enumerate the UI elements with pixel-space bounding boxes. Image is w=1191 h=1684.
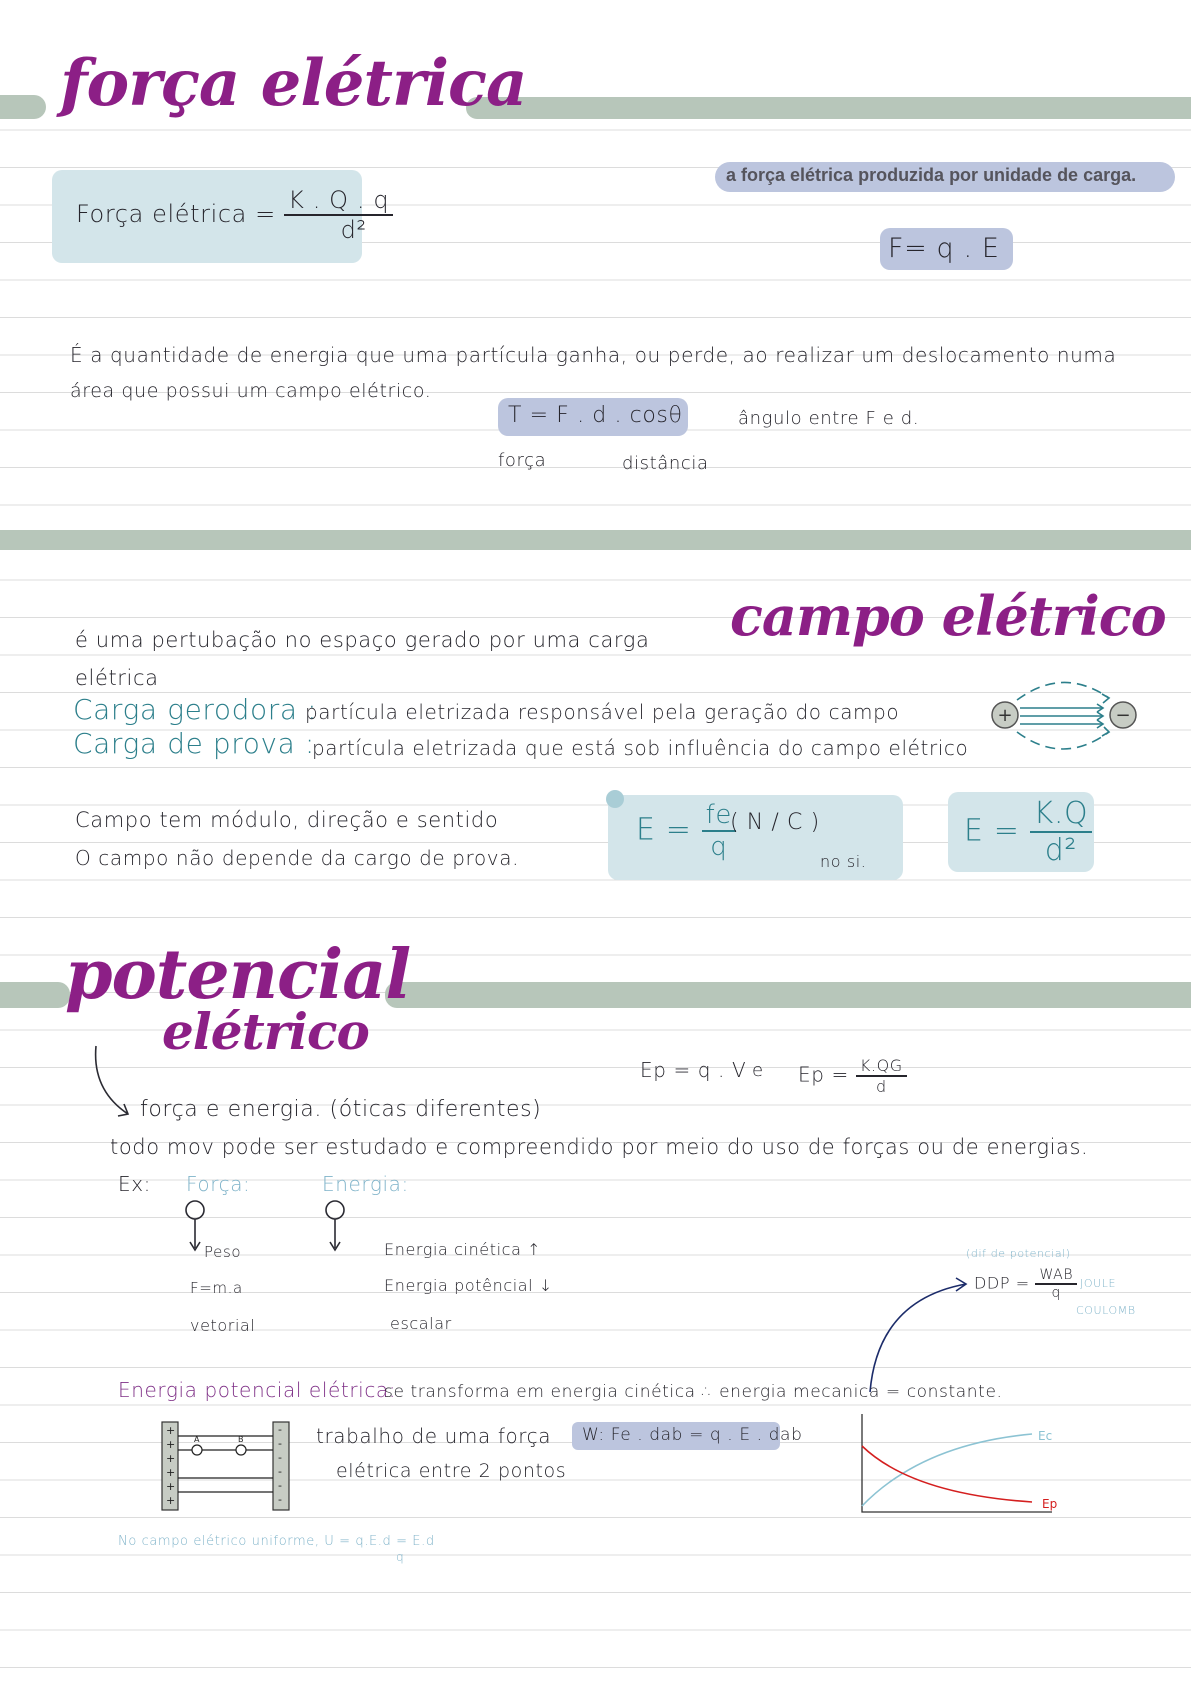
line-forca-energia: força e energia. (óticas diferentes) xyxy=(140,1097,542,1122)
arrow-up-icon: ↑ xyxy=(527,1240,542,1259)
prova-label: Carga de prova : xyxy=(73,727,315,760)
section-band-2 xyxy=(0,530,1191,550)
e-formula-den: q xyxy=(710,832,728,862)
capacitor-plates-diagram xyxy=(155,1420,295,1516)
e-formula xyxy=(636,800,736,862)
dif-potencial: (dif de potencial) xyxy=(966,1247,1071,1260)
formula-denominator: d² xyxy=(340,216,367,244)
uniform-note: No campo elétrico uniforme, U = q.E.d = E.d xyxy=(118,1534,435,1549)
arrow-down-icon: ↓ xyxy=(538,1276,553,1295)
ek-formula-num: K.Q xyxy=(1030,796,1093,833)
vetorial: vetorial xyxy=(190,1316,256,1335)
ek-formula-fraction xyxy=(1030,796,1093,868)
point-a xyxy=(192,1445,202,1455)
work-formula: T = F . d . cosθ xyxy=(508,403,683,428)
svg-text:-: - xyxy=(278,1423,282,1436)
minus-sign: − xyxy=(1115,705,1131,726)
epe-text: se transforma em energia cinética ∴ energia mecanica = constante. xyxy=(384,1382,1003,1402)
trabalho-line-1: trabalho de uma força xyxy=(316,1424,552,1448)
geradora-text: partícula eletrizada responsável pela geração do campo xyxy=(305,700,900,724)
svg-text:-: - xyxy=(278,1437,282,1450)
pendulum-icon-energia xyxy=(324,1198,354,1258)
title-potencial: potencial xyxy=(65,935,411,1015)
ep-formula-1: Ep = q . V xyxy=(640,1058,747,1082)
escalar: escalar xyxy=(390,1314,452,1333)
e-formula-num: fe xyxy=(702,800,736,832)
angle-note: ângulo entre F e d. xyxy=(738,408,920,429)
ep-label: Ep xyxy=(1042,1497,1058,1511)
fqe-formula: F= q . E xyxy=(888,233,1000,264)
def-line-2: elétrica xyxy=(75,666,159,690)
ek-formula-den: d² xyxy=(1044,833,1078,868)
e-si: no si. xyxy=(820,852,867,871)
trabalho-line-2: elétrica entre 2 pontos xyxy=(336,1460,567,1482)
label-forca: força xyxy=(498,450,547,471)
prova-text: partícula eletrizada que está sob influência do campo elétrico xyxy=(312,736,969,760)
svg-text:-: - xyxy=(278,1493,282,1506)
ddp-lhs: DDP = xyxy=(974,1273,1030,1293)
field-lines-diagram xyxy=(985,670,1155,760)
ep2-fraction xyxy=(856,1056,907,1096)
curved-arrow-ddp xyxy=(858,1270,998,1400)
title-eletrico-2: elétrico xyxy=(162,1002,369,1061)
title-forca-eletrica: força elétrica xyxy=(60,46,527,121)
banner-text: a força elétrica produzida por unidade de carga. xyxy=(726,165,1137,185)
energia-potencial xyxy=(384,1276,553,1295)
para-line-1: É a quantidade de energia que uma partícula ganha, ou perde, ao realizar um deslocamento numa xyxy=(70,343,1117,367)
svg-text:+: + xyxy=(166,1424,176,1437)
formula-fraction xyxy=(284,186,393,244)
graph-axes xyxy=(862,1414,1052,1512)
svg-text:+: + xyxy=(166,1438,176,1451)
label-distancia: distância xyxy=(622,453,709,474)
col-forca: Força: xyxy=(186,1172,251,1196)
coulomb: COULOMB xyxy=(1076,1304,1136,1317)
ek-formula xyxy=(964,796,1092,868)
svg-text:+: + xyxy=(166,1452,176,1465)
energia-cinetica-label: Energia cinética xyxy=(384,1240,522,1259)
w-formula: W: Fe . dab = q . E . dab xyxy=(582,1425,803,1445)
title-band-right xyxy=(466,97,1191,119)
ep2-den: d xyxy=(875,1077,887,1096)
svg-text:-: - xyxy=(278,1451,282,1464)
svg-text:-: - xyxy=(278,1479,282,1492)
svg-text:-: - xyxy=(278,1465,282,1478)
uniform-den: q xyxy=(396,1550,405,1564)
svg-text:+: + xyxy=(166,1466,176,1479)
note-prova: O campo não depende da cargo de prova. xyxy=(75,846,520,870)
ep-formula-e: e xyxy=(752,1060,764,1081)
ddp-den: q xyxy=(1051,1285,1062,1301)
def-line-1: é uma pertubação no espaço gerado por uma carga xyxy=(75,628,650,652)
ep2-num: K.QG xyxy=(856,1056,907,1077)
formula-label: Força elétrica = xyxy=(76,200,276,228)
formula-numerator: K . Q . q xyxy=(284,186,393,216)
title-band-left xyxy=(0,95,46,119)
ddp-num: WAB xyxy=(1035,1267,1077,1285)
point-b xyxy=(236,1445,246,1455)
e-unit: ( N / C ) xyxy=(730,810,820,835)
ep-curve xyxy=(862,1446,1032,1502)
svg-text:+: + xyxy=(166,1480,176,1493)
curved-arrow-1 xyxy=(88,1040,148,1130)
ec-label: Ec xyxy=(1038,1429,1053,1443)
e-formula-lhs: E = xyxy=(636,812,692,848)
label-b: B xyxy=(238,1435,244,1444)
energia-potencial-label: Energia potêncial xyxy=(384,1276,534,1295)
ddp-fraction xyxy=(1035,1267,1077,1301)
joule: JOULE xyxy=(1080,1277,1117,1290)
epe-label: Energia potencial elétrica: xyxy=(118,1378,397,1402)
geradora-label: Carga gerodora : xyxy=(73,693,318,726)
ep2-lhs: Ep = xyxy=(798,1062,849,1087)
energia-cinetica xyxy=(384,1240,541,1259)
peso: Peso xyxy=(204,1243,242,1261)
section-band-3-left xyxy=(0,982,70,1008)
note-modulo: Campo tem módulo, direção e sentido xyxy=(75,808,499,832)
col-energia: Energia: xyxy=(322,1172,409,1196)
line-todo-mov: todo mov pode ser estudado e compreendido por meio do uso de forças ou de energias. xyxy=(110,1135,1089,1159)
plus-sign: + xyxy=(997,705,1013,726)
field-lines xyxy=(178,1436,273,1492)
formula-forca-eletrica xyxy=(76,186,393,244)
fma: F=m.a xyxy=(190,1279,243,1297)
svg-text:+: + xyxy=(166,1494,176,1507)
field-line-arrows xyxy=(1017,682,1109,749)
ex-label: Ex: xyxy=(118,1172,152,1196)
energy-graph xyxy=(852,1408,1092,1518)
e-box-dot xyxy=(606,790,624,808)
ek-formula-lhs: E = xyxy=(964,813,1020,849)
ep-formula-2 xyxy=(798,1056,907,1096)
title-campo-eletrico: campo elétrico xyxy=(730,584,1166,648)
para-line-2: área que possui um campo elétrico. xyxy=(70,380,432,402)
ec-curve xyxy=(862,1434,1032,1506)
section-band-3-right xyxy=(385,982,1191,1008)
label-a: A xyxy=(194,1435,200,1444)
